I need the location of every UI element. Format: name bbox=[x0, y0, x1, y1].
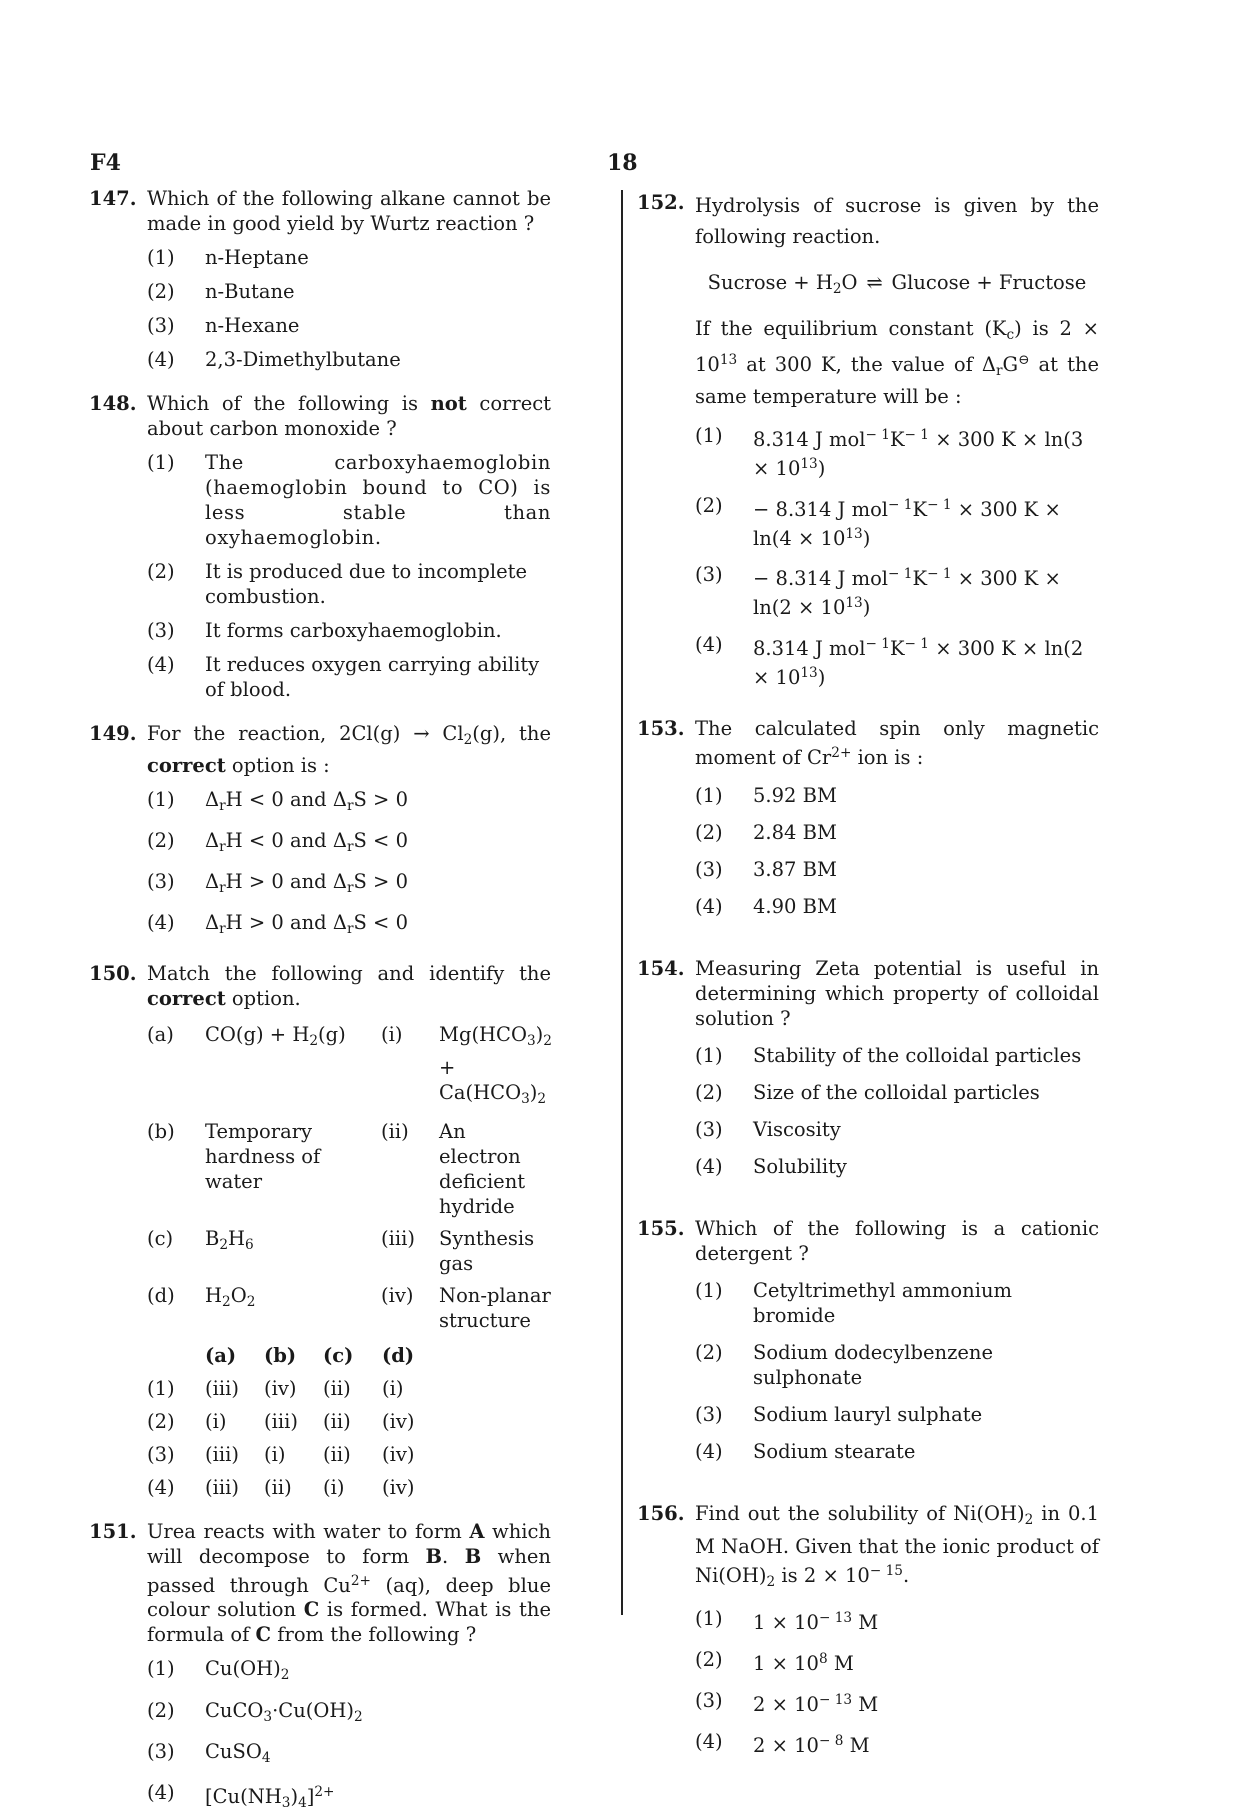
option-1[interactable]: (1) Stability of the colloidal particles bbox=[695, 1044, 1082, 1068]
question-text-continued: If the equilibrium constant $(K_c)$ is $2 \times 10^{13}$ at 300 K, the value of $\Delta_rG^⊖$ at the same temperature will be : bbox=[695, 317, 1099, 409]
question-150 bbox=[89, 961, 551, 1499]
answer-grid-header: (a) (b) (c) (d) bbox=[205, 1343, 415, 1367]
option-text: n-Hexane bbox=[205, 314, 300, 337]
option-3[interactable] bbox=[147, 618, 551, 643]
option-label: (3) bbox=[147, 314, 175, 337]
question-148 bbox=[89, 391, 551, 702]
question-152 bbox=[637, 190, 1099, 690]
option-3[interactable]: (3) Viscosity bbox=[695, 1118, 841, 1142]
question-number: 154. bbox=[637, 957, 685, 981]
option-label: (3) bbox=[147, 870, 175, 894]
page-number: 18 bbox=[607, 150, 638, 176]
option-1[interactable]: (1) $1 \times 10^{- 13}$ M bbox=[695, 1607, 879, 1635]
option-2[interactable]: (2) (i) (iii) (ii) (iv) bbox=[147, 1409, 415, 1433]
option-3[interactable] bbox=[147, 313, 551, 338]
question-number: 152. bbox=[637, 191, 685, 214]
option-3[interactable]: (3) − 8.314 J $mol^{- 1}K^{- 1} \times 300$ $K \times \ln(2 \times 10^{13})$ bbox=[695, 563, 1061, 619]
option-text: The carboxyhaemoglobin (haemoglobin bound to CO) is less stable than oxyhaemoglobin. bbox=[205, 451, 551, 549]
option-3[interactable]: (3) 3.87 BM bbox=[695, 858, 837, 882]
option-label: (1) bbox=[147, 246, 175, 269]
option-4[interactable] bbox=[147, 347, 551, 372]
match-row-b: (b) Temporary hardness of water (ii) An electron deficient hydride bbox=[147, 1119, 526, 1218]
option-1[interactable] bbox=[147, 245, 551, 270]
option-2[interactable]: (2) − 8.314 J $mol^{- 1}K^{- 1} \times 300$ $K \times \ln(4 \times 10^{13})$ bbox=[695, 493, 1061, 550]
option-3[interactable]: (3) $2 \times 10^{- 13}$ M bbox=[695, 1689, 879, 1716]
option-label: (1) bbox=[147, 451, 175, 474]
question-number: 156. bbox=[637, 1502, 685, 1526]
question-text: Urea reacts with water to form A which will decompose to form B. B when passed through $Cu^{2+}$ (aq), deep blue colour solution C is formed. What is the formula of C from the following ? bbox=[147, 1519, 551, 1647]
option-text: CuSO$_4$ bbox=[205, 1739, 271, 1766]
option-4[interactable]: (4) (iii) (ii) (i) (iv) bbox=[147, 1475, 415, 1499]
option-text: It forms carboxyhaemoglobin. bbox=[205, 619, 502, 642]
option-text: $[Cu(NH_3)_4]^{2+}$ bbox=[205, 1783, 335, 1811]
question-number: 148. bbox=[89, 392, 137, 415]
paper-code: F4 bbox=[90, 150, 121, 176]
question-151 bbox=[89, 1519, 551, 1816]
right-column bbox=[637, 186, 1099, 1758]
option-4[interactable] bbox=[147, 910, 551, 942]
option-3[interactable] bbox=[147, 869, 551, 901]
question-number: 153. bbox=[637, 716, 685, 740]
question-text: Find out the solubility of $Ni(OH)_2$ in 0.1 M NaOH. Given that the ionic product of $Ni(OH)_2$ is $2 \times 10^{- 15}$. bbox=[695, 1502, 1099, 1590]
option-text: n-Butane bbox=[205, 280, 295, 303]
option-1[interactable]: (1) Cetyltrimethyl ammonium bromide bbox=[695, 1279, 1013, 1328]
question-147 bbox=[89, 186, 551, 372]
option-4[interactable]: (4) Sodium stearate bbox=[695, 1440, 916, 1464]
question-text: Which of the following is not correct about carbon monoxide ? bbox=[147, 392, 551, 440]
question-text: Match the following and identify the correct option. bbox=[147, 962, 551, 1011]
option-1[interactable]: (1) (iii) (iv) (ii) (i) bbox=[147, 1376, 404, 1400]
equilibrium-arrow-icon: ⇌ bbox=[866, 271, 883, 294]
option-text: $\Delta_rH > 0$ and $\Delta_rS < 0$ bbox=[205, 911, 409, 938]
option-2[interactable]: (2) 2.84 BM bbox=[695, 821, 837, 845]
option-4[interactable]: (4) Solubility bbox=[695, 1155, 847, 1179]
option-label: (4) bbox=[147, 653, 175, 676]
option-label: (4) bbox=[147, 348, 175, 371]
option-text: $Cu(OH)_2$ bbox=[205, 1657, 290, 1684]
option-2[interactable]: (2) Size of the colloidal particles bbox=[695, 1081, 1040, 1105]
question-number: 149. bbox=[89, 722, 137, 745]
question-number: 151. bbox=[89, 1519, 137, 1543]
option-2[interactable] bbox=[147, 559, 551, 609]
question-156 bbox=[637, 1501, 1099, 1757]
option-3[interactable]: (3) (iii) (i) (ii) (iv) bbox=[147, 1442, 415, 1466]
option-1[interactable] bbox=[147, 1656, 551, 1688]
option-4[interactable]: (4) 8.314 J $mol^{- 1}K^{- 1} \times 300$ $K \times \ln(2 \times 10^{13})$ bbox=[695, 632, 1084, 689]
option-text: It is produced due to incomplete combustion. bbox=[205, 560, 528, 608]
question-text: The calculated spin only magnetic moment of $Cr^{2+}$ ion is : bbox=[695, 716, 1099, 769]
question-154 bbox=[637, 956, 1099, 1179]
reaction-equation: Sucrose + $H_2O$ ⇌ Glucose + Fructose bbox=[707, 271, 1087, 298]
option-2[interactable]: (2) Sodium dodecylbenzene sulphonate bbox=[695, 1341, 993, 1390]
question-153 bbox=[637, 716, 1099, 920]
question-number: 155. bbox=[637, 1217, 685, 1241]
question-number: 147. bbox=[89, 187, 137, 210]
match-row-c: (c) $B_2H_6$ (iii) Synthesis gas bbox=[147, 1226, 535, 1275]
question-text: For the reaction, $2Cl(g) \to Cl_2(g)$, the correct option is : bbox=[147, 722, 551, 778]
question-text: Hydrolysis of sucrose is given by the following reaction. bbox=[695, 194, 1099, 248]
question-149 bbox=[89, 721, 551, 942]
question-text: Which of the following alkane cannot be made in good yield by Wurtz reaction ? bbox=[147, 187, 551, 235]
option-text: n-Heptane bbox=[205, 246, 309, 269]
option-4[interactable] bbox=[147, 652, 551, 702]
option-label: (2) bbox=[147, 280, 175, 303]
option-label: (1) bbox=[147, 788, 175, 812]
question-text: Measuring Zeta potential is useful in determining which property of colloidal solution ? bbox=[695, 957, 1099, 1031]
option-4[interactable] bbox=[147, 1780, 551, 1816]
option-label: (4) bbox=[147, 1780, 175, 1804]
option-2[interactable]: (2) $1 \times 10^8$ M bbox=[695, 1648, 854, 1676]
left-column bbox=[89, 186, 551, 1816]
option-label: (4) bbox=[147, 911, 175, 935]
option-1[interactable] bbox=[147, 450, 551, 550]
option-label: (2) bbox=[147, 829, 175, 853]
match-row-a: (a) $CO(g) + H_2(g)$ (i) $Mg(HCO_3)_2$ + $Ca(HCO_3)_2$ bbox=[147, 1023, 552, 1107]
option-2[interactable] bbox=[147, 828, 551, 860]
option-text: $\Delta_rH > 0$ and $\Delta_rS > 0$ bbox=[205, 870, 409, 897]
option-text: $\Delta_rH < 0$ and $\Delta_rS < 0$ bbox=[205, 829, 409, 856]
option-1[interactable]: (1) 5.92 BM bbox=[695, 784, 837, 808]
option-4[interactable]: (4) $2 \times 10^{- 8}$ M bbox=[695, 1729, 870, 1757]
option-3[interactable]: (3) Sodium lauryl sulphate bbox=[695, 1403, 983, 1427]
column-divider bbox=[621, 190, 623, 1615]
option-label: (1) bbox=[147, 1657, 175, 1681]
option-label: (3) bbox=[147, 619, 175, 642]
option-label: (2) bbox=[147, 1698, 175, 1722]
question-155 bbox=[637, 1216, 1099, 1464]
option-text: It reduces oxygen carrying ability of blood. bbox=[205, 653, 540, 701]
option-text: 2,3-Dimethylbutane bbox=[205, 348, 401, 371]
option-label: (3) bbox=[147, 1739, 175, 1763]
question-text: Which of the following is a cationic detergent ? bbox=[695, 1217, 1099, 1266]
option-1[interactable]: (1) 8.314 J $mol^{- 1}K^{- 1} \times 300$ $K \times \ln(3 \times 10^{13})$ bbox=[695, 424, 1084, 480]
question-number: 150. bbox=[89, 962, 137, 986]
option-2[interactable] bbox=[147, 279, 551, 304]
option-text: $CuCO_3\cdot Cu(OH)_2$ bbox=[205, 1698, 363, 1725]
option-1[interactable] bbox=[147, 787, 551, 819]
option-4[interactable]: (4) 4.90 BM bbox=[695, 895, 837, 919]
option-label: (2) bbox=[147, 560, 175, 583]
match-row-d: (d) $H_2O_2$ (iv) Non-planar structure bbox=[147, 1283, 551, 1332]
option-2[interactable] bbox=[147, 1698, 551, 1730]
option-text: $\Delta_rH < 0$ and $\Delta_rS > 0$ bbox=[205, 788, 409, 815]
